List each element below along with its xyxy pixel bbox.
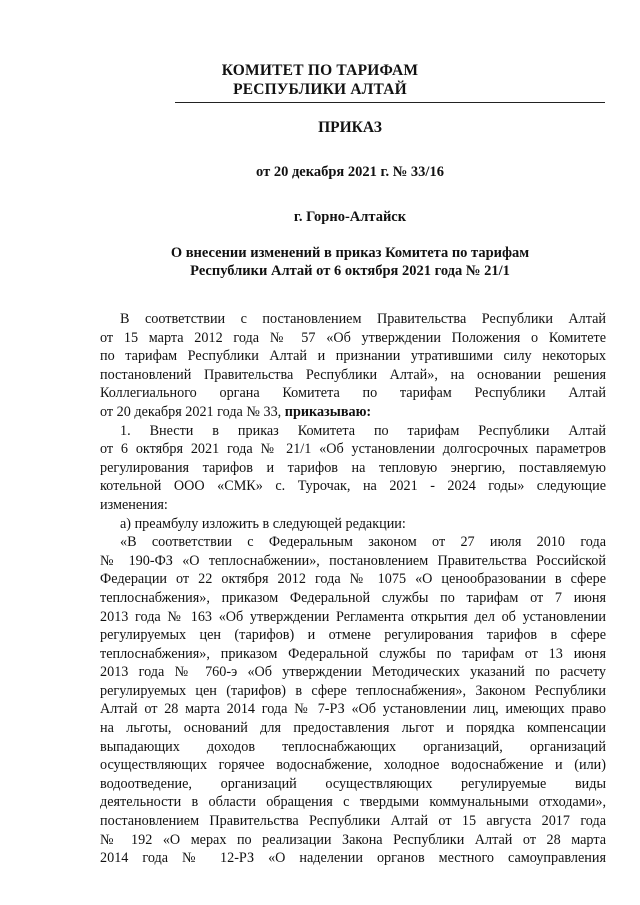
body-line: теплоснабжения», приказом Федеральной службы по тарифам от 7 июня	[100, 589, 606, 606]
subject-line1: О внесении изменений в приказ Комитета по тарифам	[170, 245, 530, 261]
body-line: постановлением Правительства Республики Алтай от 15 августа 2017 года	[100, 813, 606, 830]
body-line: 1. Внести в приказ Комитета по тарифам Республики Алтай	[120, 422, 606, 439]
body-line: котельной ООО «СМК» с. Турочак, на 2021 - 2024 годы» следующие	[100, 478, 606, 495]
body-line: Алтай от 28 марта 2014 года № 7-РЗ «Об установлении лиц, имеющих право	[100, 701, 606, 718]
body-line: а) преамбулу изложить в следующей редакции:	[120, 515, 406, 532]
city: г. Горно-Алтайск	[293, 209, 407, 225]
doc-type-title: ПРИКАЗ	[318, 119, 382, 136]
body-line: от 6 октября 2021 года № 21/1 «Об установлении долгосрочных параметров	[100, 441, 606, 458]
body-line: «В соответствии с Федеральным законом от 27 июля 2010 года	[120, 534, 606, 551]
order-verb: приказываю:	[284, 403, 372, 420]
org-name-line1: КОМИТЕТ ПО ТАРИФАМ	[221, 62, 419, 79]
body-line: 2013 года № 163 «Об утверждении Регламента открытия дел об установлении	[100, 608, 606, 625]
body-line: постановлений Правительства Республики Алтай», на основании решения	[100, 366, 606, 383]
date-number: от 20 декабря 2021 г. № 33/16	[256, 164, 444, 180]
body-line: Коллегиального органа Комитета по тарифам Республики Алтай	[100, 385, 606, 402]
document-body	[100, 310, 606, 868]
body-line: деятельности в области обращения с твердыми коммунальными отходами»,	[100, 794, 606, 811]
body-line: водоотведение, организаций осуществляющих регулируемые виды	[100, 775, 606, 792]
subject-line2: Республики Алтай от 6 октября 2021 года № 21/1	[190, 263, 510, 279]
body-line: регулирования тарифов и тарифов на тепловую энергию, поставляемую	[100, 459, 606, 476]
body-line: № 192 «О мерах по реализации Закона Республики Алтай от 28 марта	[100, 831, 606, 848]
body-line: № 190-ФЗ «О теплоснабжении», постановлением Правительства Российской	[100, 552, 606, 569]
body-line: Федерации от 22 октября 2012 года № 1075 «О ценообразовании в сфере	[100, 571, 606, 588]
body-line: регулируемых цен (тарифов) в сфере теплоснабжения», Законом Республики	[100, 682, 606, 699]
body-line: выпадающих доходов теплоснабжающих организаций, организаций	[100, 738, 606, 755]
org-name-line2: РЕСПУБЛИКИ АЛТАЙ	[233, 81, 407, 98]
body-line: по тарифам Республики Алтай и признании утратившими силу некоторых	[100, 348, 606, 365]
body-line: В соответствии с постановлением Правительства Республики Алтай	[120, 311, 606, 327]
body-line: теплоснабжения», приказом Федеральной службы по тарифам от 13 июня	[100, 645, 606, 662]
body-line: изменения:	[100, 496, 168, 513]
header-divider	[175, 102, 605, 103]
body-line	[100, 403, 606, 422]
body-line: 2014 года № 12-РЗ «О наделении органов местного самоуправления	[100, 850, 606, 867]
body-text: от 20 декабря 2021 года № 33,	[100, 403, 285, 420]
body-line: от 15 марта 2012 года № 57 «Об утверждении Положения о Комитете	[100, 329, 606, 346]
body-line: на льготы, оснований для предоставления льгот и порядка компенсации	[100, 720, 606, 737]
body-line: 2013 года № 760-э «Об утверждении Методических указаний по расчету	[100, 664, 606, 681]
body-line: осуществляющих горячее водоснабжение, холодное водоснабжение и (или)	[100, 757, 606, 774]
body-line: регулируемых цен (тарифов) и отмене регулирования тарифов в сфере	[100, 627, 606, 644]
